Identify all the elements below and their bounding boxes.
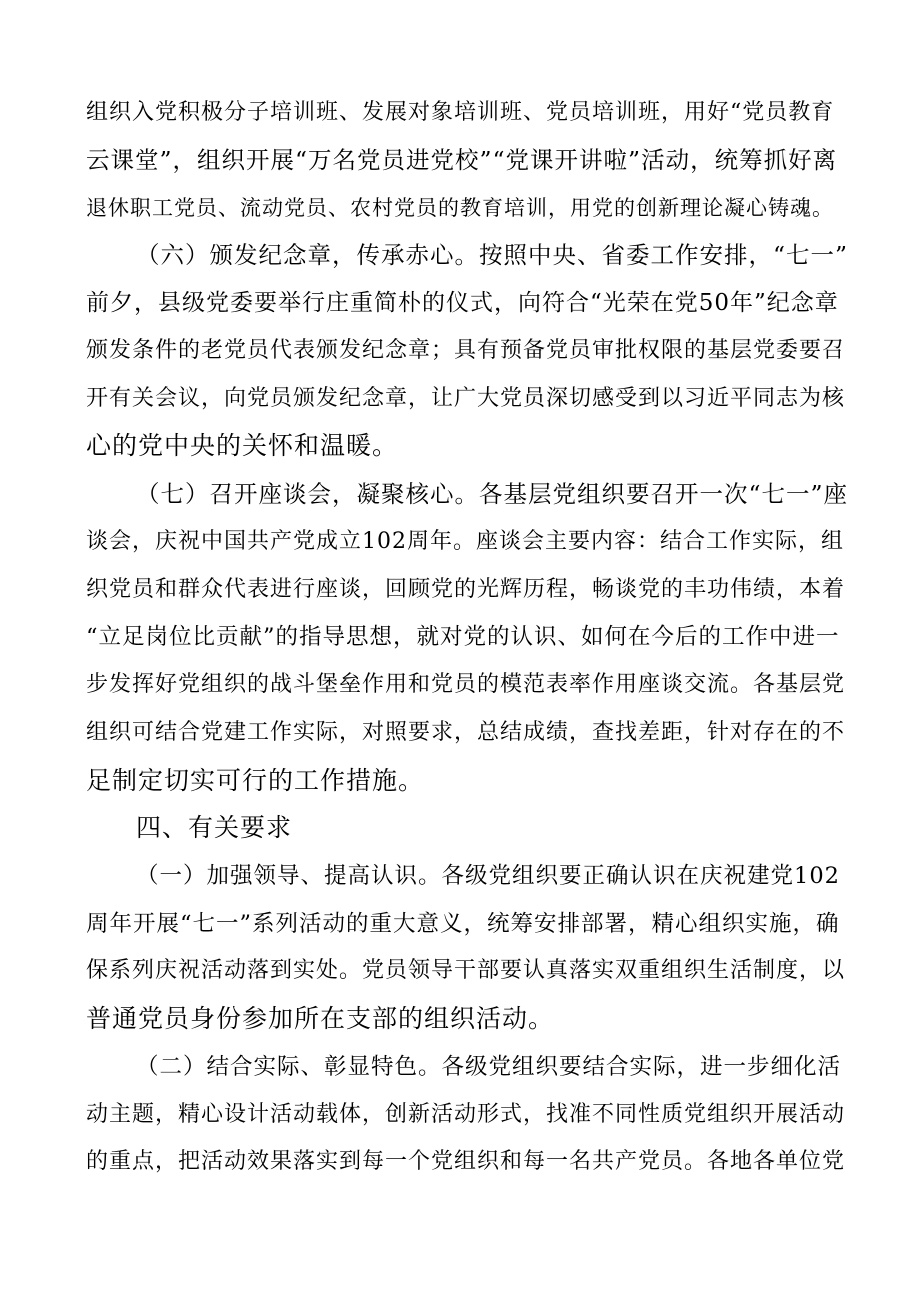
text-line: 动主题，精心设计活动载体，创新活动形式，找准不同性质党组织开展活动 — [86, 1102, 846, 1127]
paragraph-heading-6: （六）颁发纪念章，传承赤心。按照中央、省委工作安排，“七一” — [136, 241, 849, 269]
text-line: “立足岗位比贡献”的指导思想，就对党的认识、如何在今后的工作中进一 — [86, 624, 840, 650]
text-line: 保系列庆祝活动落到实处。党员领导干部要认真落实双重组织生活制度，以 — [86, 958, 846, 983]
text-line: 普通党员身份参加所在支部的组织活动。 — [86, 1004, 555, 1033]
text-line: 前夕，县级党委要举行庄重简朴的仪式，向符合“光荣在党50年”纪念章 — [86, 290, 839, 316]
text-line: 开有关会议，向党员颁发纪念章，让广大党员深切感受到以习近平同志为核 — [86, 386, 846, 411]
paragraph-heading-2: （二）结合实际、彰显特色。各级党组织要结合实际，进一步细化活 — [136, 1054, 842, 1080]
text-line: 的重点，把活动效果落实到每一个党组织和每一名共产党员。各地各单位党 — [86, 1149, 846, 1174]
text-line: 周年开展“七一”系列活动的重大意义，统筹安排部署，精心组织实施，确 — [86, 911, 840, 937]
text-line: 织党员和群众代表进行座谈，回顾党的光辉历程，畅谈党的丰功伟绩，本着 — [86, 577, 846, 602]
paragraph-heading-7: （七）召开座谈会，凝聚核心。各基层党组织要召开一次“七一”座 — [136, 480, 849, 508]
text-line: 足制定切实可行的工作措施。 — [86, 766, 425, 795]
text-line: 组织入党积极分子培训班、发展对象培训班、党员培训班，用好“党员教育 — [86, 100, 835, 125]
paragraph-heading-1: （一）加强领导、提高认识。各级党组织要正确认识在庆祝建党102 — [136, 863, 840, 889]
text-line: 颁发条件的老党员代表颁发纪念章；具有预备党员审批权限的基层党委要召 — [86, 338, 846, 363]
text-line: 云课堂”，组织开展“万名党员进党校”“党课开讲啦”活动，统筹抓好离 — [86, 146, 838, 174]
section-heading: 四、有关要求 — [136, 813, 293, 842]
text-line: 谈会，庆祝中国共产党成立102周年。座谈会主要内容：结合工作实际，组 — [86, 529, 844, 554]
text-line: 组织可结合党建工作实际，对照要求，总结成绩，查找差距，针对存在的不 — [86, 720, 846, 745]
text-line: 心的党中央的关怀和温暖。 — [86, 431, 399, 460]
text-line: 步发挥好党组织的战斗堡垒作用和党员的模范表率作用座谈交流。各基层党 — [86, 672, 846, 697]
text-line: 退休职工党员、流动党员、农村党员的教育培训，用党的创新理论凝心铸魂。 — [86, 196, 834, 220]
